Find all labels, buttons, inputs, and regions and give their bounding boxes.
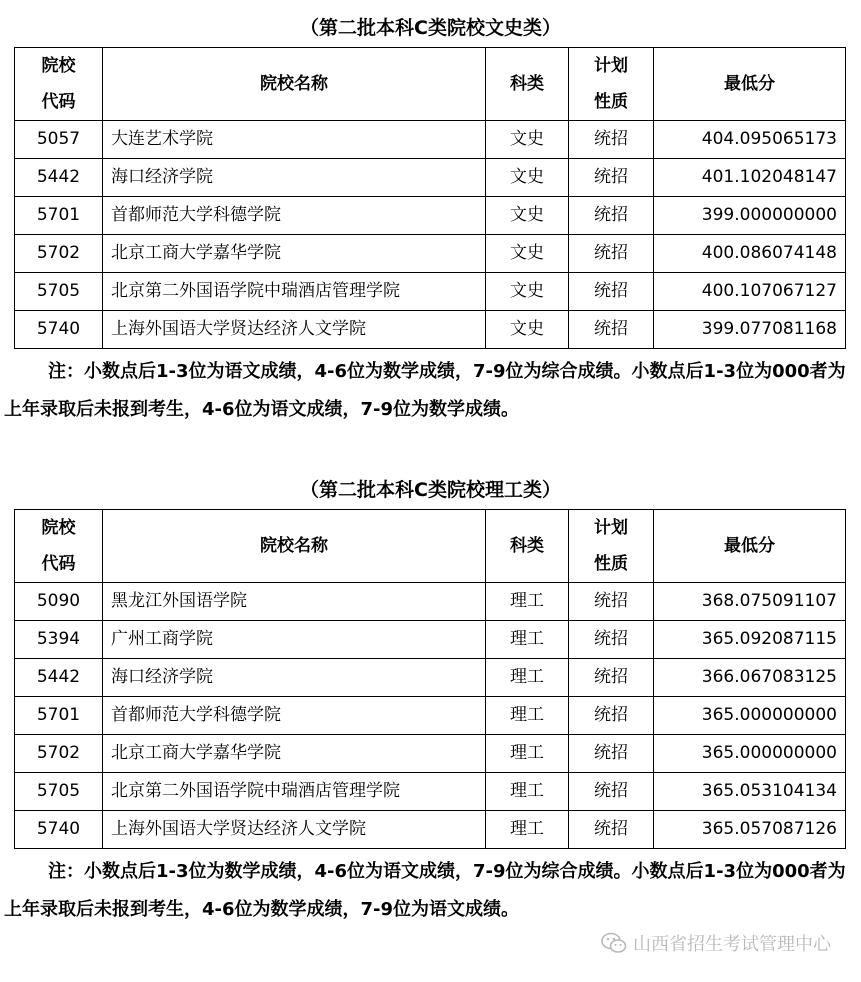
school-code: 5702	[15, 235, 103, 273]
watermark	[601, 930, 831, 956]
header-category: 科类	[486, 48, 569, 121]
header-category: 科类	[486, 510, 569, 583]
category: 文史	[486, 197, 569, 235]
plan-type: 统招	[569, 659, 654, 697]
school-name: 黑龙江外国语学院	[103, 583, 486, 621]
plan-type: 统招	[569, 159, 654, 197]
table-header-row	[15, 48, 846, 121]
school-name: 北京工商大学嘉华学院	[103, 235, 486, 273]
header-school-code: 院校 代码	[15, 48, 103, 121]
school-name: 海口经济学院	[103, 159, 486, 197]
header-plan-type: 计划 性质	[569, 48, 654, 121]
table-row	[15, 197, 846, 235]
school-name: 海口经济学院	[103, 659, 486, 697]
table-row	[15, 121, 846, 159]
school-code: 5057	[15, 121, 103, 159]
school-code: 5740	[15, 811, 103, 849]
plan-type: 统招	[569, 197, 654, 235]
min-score: 400.086074148	[654, 235, 846, 273]
min-score: 365.092087115	[654, 621, 846, 659]
header-school-name: 院校名称	[103, 510, 486, 583]
admission-table-science	[14, 509, 846, 849]
table-row	[15, 159, 846, 197]
header-school-name: 院校名称	[103, 48, 486, 121]
school-code: 5740	[15, 311, 103, 349]
score-note-liberal-arts: 注：小数点后1-3位为语文成绩，4-6位为数学成绩，7-9位为综合成绩。小数点后1-3位为000者为上年录取后未报到考生，4-6位为语文成绩，7-9位为数学成绩。	[4, 361, 846, 420]
plan-type: 统招	[569, 735, 654, 773]
plan-type: 统招	[569, 311, 654, 349]
min-score: 404.095065173	[654, 121, 846, 159]
school-code: 5442	[15, 159, 103, 197]
section-title-liberal-arts: （第二批本科C类院校文史类）	[300, 17, 561, 39]
category: 理工	[486, 773, 569, 811]
header-min-score: 最低分	[654, 48, 846, 121]
plan-type: 统招	[569, 773, 654, 811]
school-code: 5701	[15, 197, 103, 235]
min-score: 399.000000000	[654, 197, 846, 235]
category: 文史	[486, 235, 569, 273]
min-score: 401.102048147	[654, 159, 846, 197]
header-plan-type: 计划 性质	[569, 510, 654, 583]
category: 理工	[486, 735, 569, 773]
school-name: 上海外国语大学贤达经济人文学院	[103, 311, 486, 349]
watermark-text: 山西省招生考试管理中心	[633, 934, 831, 955]
plan-type: 统招	[569, 621, 654, 659]
school-code: 5090	[15, 583, 103, 621]
school-code: 5705	[15, 273, 103, 311]
plan-type: 统招	[569, 273, 654, 311]
school-code: 5705	[15, 773, 103, 811]
plan-type: 统招	[569, 583, 654, 621]
school-name: 北京第二外国语学院中瑞酒店管理学院	[103, 773, 486, 811]
header-min-score: 最低分	[654, 510, 846, 583]
min-score: 365.000000000	[654, 735, 846, 773]
school-code: 5394	[15, 621, 103, 659]
category: 理工	[486, 811, 569, 849]
score-note-science: 注：小数点后1-3位为数学成绩，4-6位为语文成绩，7-9位为综合成绩。小数点后1-3位为000者为上年录取后未报到考生，4-6位为数学成绩，7-9位为语文成绩。	[4, 861, 846, 920]
min-score: 368.075091107	[654, 583, 846, 621]
category: 文史	[486, 159, 569, 197]
school-name: 北京第二外国语学院中瑞酒店管理学院	[103, 273, 486, 311]
table-row	[15, 659, 846, 697]
table-row	[15, 621, 846, 659]
section-title-science: （第二批本科C类院校理工类）	[300, 479, 561, 501]
min-score: 365.057087126	[654, 811, 846, 849]
table-row	[15, 811, 846, 849]
table-row	[15, 773, 846, 811]
plan-type: 统招	[569, 235, 654, 273]
school-code: 5702	[15, 735, 103, 773]
school-name: 北京工商大学嘉华学院	[103, 735, 486, 773]
table-row	[15, 235, 846, 273]
min-score: 366.067083125	[654, 659, 846, 697]
category: 理工	[486, 697, 569, 735]
category: 理工	[486, 659, 569, 697]
plan-type: 统招	[569, 697, 654, 735]
plan-type: 统招	[569, 811, 654, 849]
school-code: 5442	[15, 659, 103, 697]
min-score: 400.107067127	[654, 273, 846, 311]
admission-table-liberal-arts	[14, 47, 846, 349]
min-score: 365.053104134	[654, 773, 846, 811]
category: 文史	[486, 311, 569, 349]
min-score: 399.077081168	[654, 311, 846, 349]
category: 理工	[486, 583, 569, 621]
table-row	[15, 311, 846, 349]
category: 文史	[486, 121, 569, 159]
category: 理工	[486, 621, 569, 659]
school-name: 首都师范大学科德学院	[103, 697, 486, 735]
table-header-row	[15, 510, 846, 583]
school-name: 上海外国语大学贤达经济人文学院	[103, 811, 486, 849]
school-name: 大连艺术学院	[103, 121, 486, 159]
school-code: 5701	[15, 697, 103, 735]
table-row	[15, 735, 846, 773]
plan-type: 统招	[569, 121, 654, 159]
table-row	[15, 583, 846, 621]
header-school-code: 院校 代码	[15, 510, 103, 583]
min-score: 365.000000000	[654, 697, 846, 735]
table-row	[15, 697, 846, 735]
school-name: 首都师范大学科德学院	[103, 197, 486, 235]
wechat-icon	[601, 932, 627, 954]
category: 文史	[486, 273, 569, 311]
school-name: 广州工商学院	[103, 621, 486, 659]
table-row	[15, 273, 846, 311]
